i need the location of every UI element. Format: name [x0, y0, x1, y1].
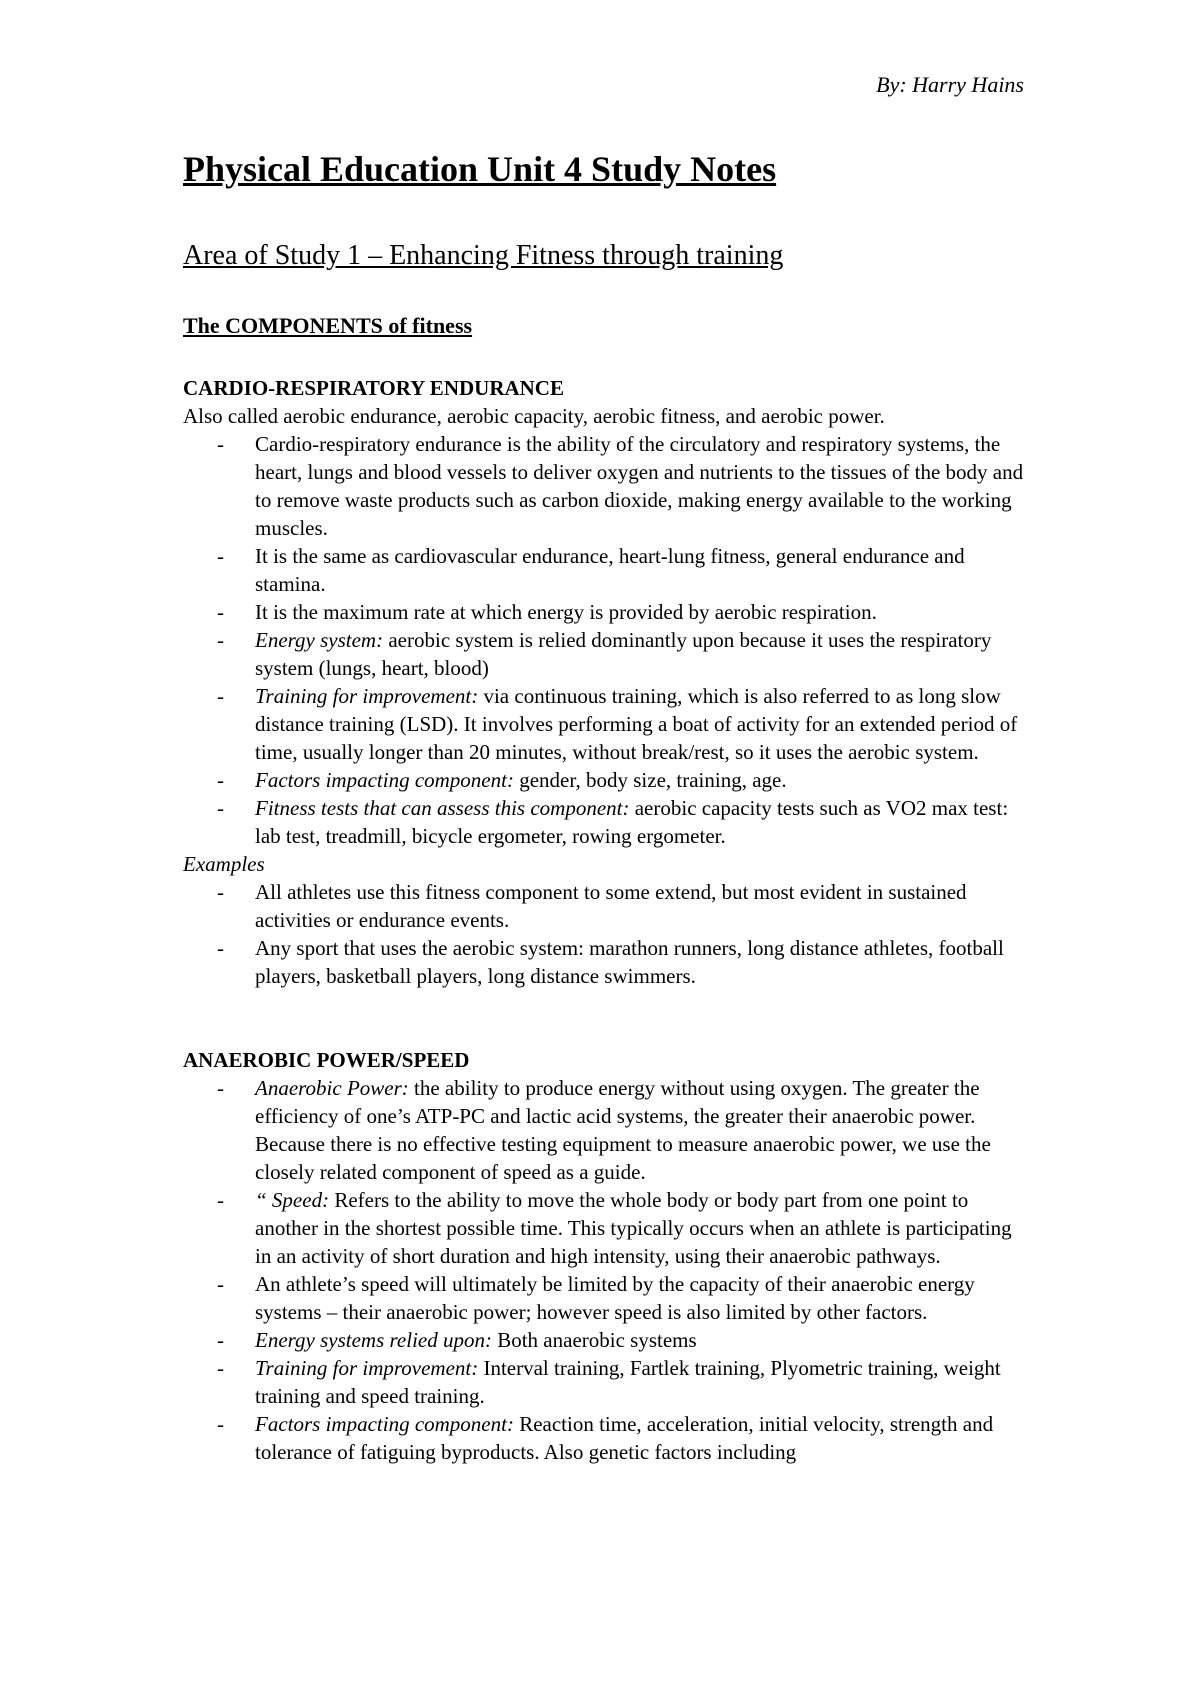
list-item	[255, 1410, 1033, 1466]
list-item	[255, 682, 1033, 766]
author-byline: By: Harry Hains	[876, 72, 1024, 97]
area-of-study-heading: Area of Study 1 – Enhancing Fitness through training	[183, 240, 784, 271]
bullet-text: Cardio-respiratory endurance is the ability of the circulatory and respiratory systems, the heart, lungs and blood vessels to deliver oxygen and nutrients to the tissues of the body and to remove waste products such as carbon dioxide, making energy available to the working muscles.	[255, 432, 1024, 540]
cardio-bullet-list	[183, 430, 1033, 850]
list-item	[255, 1186, 1033, 1270]
list-item	[255, 542, 1033, 598]
bullet-label: Factors impacting component:	[255, 768, 514, 792]
list-item: - All athletes use this fitness component to some extend, but most evident in sustained activities or endurance events.	[255, 878, 1033, 934]
bullet-text: Interval training, Fartlek training, Plyometric training, weight training and speed training.	[255, 1356, 1001, 1408]
anaerobic-heading: ANAEROBIC POWER/SPEED	[183, 1048, 470, 1072]
bullet-text: An athlete’s speed will ultimately be limited by the capacity of their anaerobic energy systems – their anaerobic power; however speed is also limited by other factors.	[255, 1272, 975, 1324]
bullet-label: Fitness tests that can assess this component:	[255, 796, 630, 820]
bullet-label: “ Speed:	[255, 1188, 330, 1212]
list-item	[255, 626, 1033, 682]
bullet-text: Both anaerobic systems	[491, 1328, 697, 1352]
list-item	[255, 1354, 1033, 1410]
bullet-text: Reaction time, acceleration, initial velocity, strength and tolerance of fatiguing byproducts. Also genetic factors including	[255, 1412, 994, 1464]
bullet-text: aerobic system is relied dominantly upon because it uses the respiratory system (lungs, heart, blood)	[255, 628, 992, 680]
bullet-label: Energy system:	[255, 628, 384, 652]
list-item	[255, 430, 1033, 542]
list-item	[255, 1270, 1033, 1326]
list-item: - Any sport that uses the aerobic system: marathon runners, long distance athletes, football players, basketball players, long distance swimmers.	[255, 934, 1033, 990]
components-heading: The COMPONENTS of fitness	[183, 313, 473, 338]
cardio-respiratory-section	[183, 374, 1033, 990]
bullet-label: Factors impacting component:	[255, 1412, 514, 1436]
bullet-label: Energy systems relied upon:	[255, 1328, 492, 1352]
bullet-label: Training for improvement:	[255, 684, 479, 708]
bullet-text: Refers to the ability to move the whole body or body part from one point to another in the shortest possible time. This typically occurs when an athlete is participating in an activity of short duration and high intensity, using their anaerobic pathways.	[255, 1188, 1012, 1268]
examples-list	[183, 878, 1033, 990]
bullet-label: Training for improvement:	[255, 1356, 479, 1380]
anaerobic-bullet-list	[183, 1074, 1033, 1466]
list-item	[255, 1326, 1033, 1354]
list-item	[255, 598, 1033, 626]
list-item	[255, 1074, 1033, 1186]
list-item	[255, 766, 1033, 794]
document-title: Physical Education Unit 4 Study Notes	[183, 149, 777, 189]
bullet-text: via continuous training, which is also referred to as long slow distance training (LSD). It involves performing a boat of activity for an extended period of time, usually longer than 20 minutes, without break/rest, so it uses the aerobic system.	[255, 684, 1018, 764]
cardio-heading: CARDIO-RESPIRATORY ENDURANCE	[183, 376, 564, 400]
list-item	[255, 794, 1033, 850]
examples-label: Examples	[183, 852, 265, 876]
bullet-label: Anaerobic Power:	[255, 1076, 409, 1100]
bullet-text: It is the same as cardiovascular endurance, heart-lung fitness, general endurance and stamina.	[255, 544, 965, 596]
bullet-text: gender, body size, training, age.	[513, 768, 787, 792]
bullet-text: aerobic capacity tests such as VO2 max test: lab test, treadmill, bicycle ergometer, rowing ergometer.	[255, 796, 1009, 848]
bullet-text: It is the maximum rate at which energy is provided by aerobic respiration.	[255, 600, 877, 624]
anaerobic-section	[183, 1046, 1033, 1466]
cardio-intro: Also called aerobic endurance, aerobic capacity, aerobic fitness, and aerobic power.	[183, 404, 885, 428]
bullet-text: the ability to produce energy without using oxygen. The greater the efficiency of one’s ATP-PC and lactic acid systems, the greater their anaerobic power. Because there is no effective testing equipment to measure anaerobic power, we use the closely related component of speed as a guide.	[255, 1076, 991, 1184]
